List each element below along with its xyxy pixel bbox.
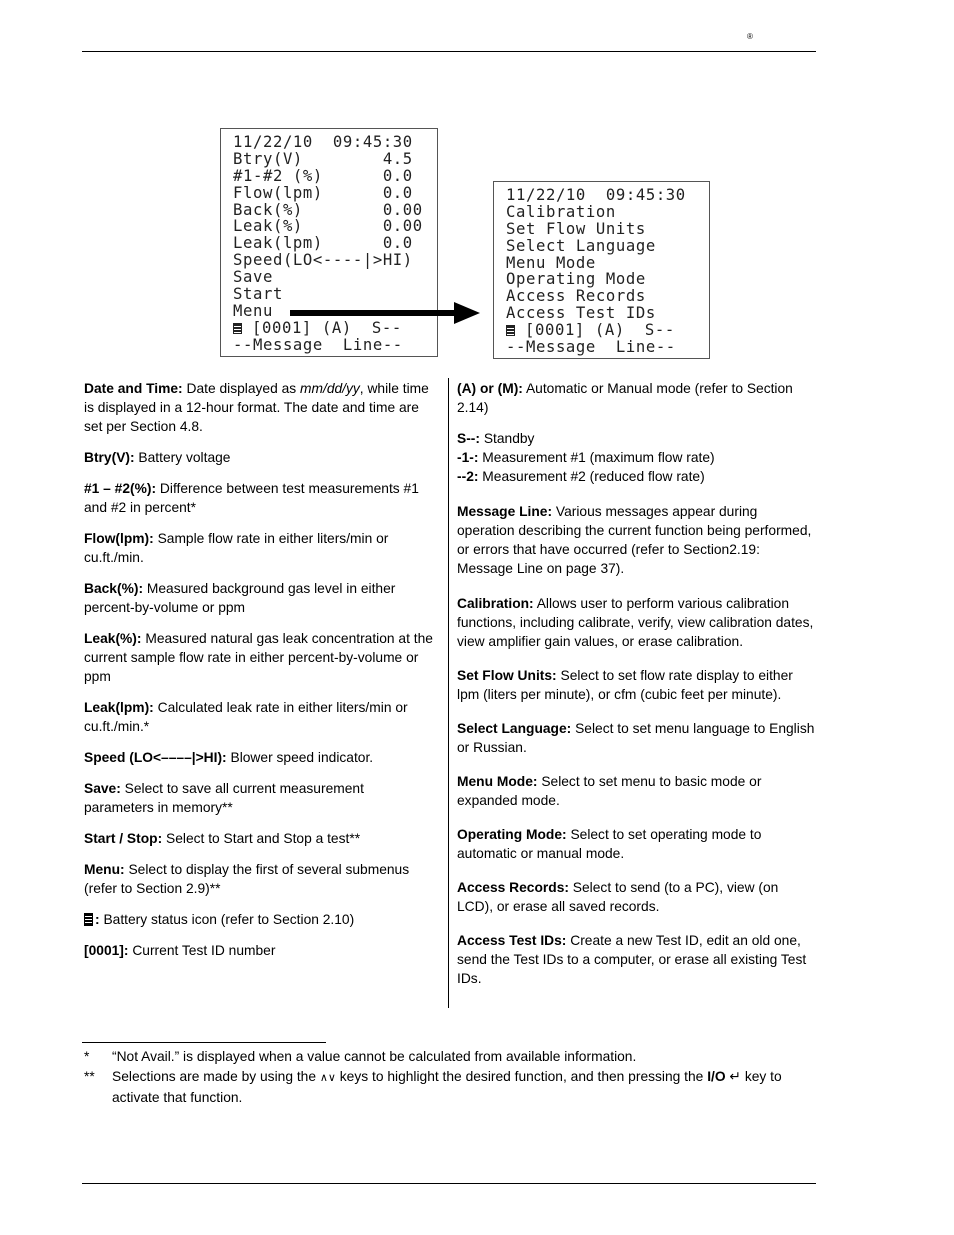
leak-lpm-desc: Leak(lpm): Calculated leak rate in either liters/min or cu.ft./min.* bbox=[84, 700, 408, 734]
message-line-desc: Message Line: Various messages appear during operation describing the current function being performed, or errors that have occurred (refer to Section2.19: Message Line on page 37). bbox=[457, 504, 812, 576]
operating-mode-desc: Operating Mode: Select to set operating mode to automatic or manual mode. bbox=[457, 827, 762, 861]
lcd-line: Calibration bbox=[506, 202, 616, 221]
lcd-line: Leak(lpm) 0.0 bbox=[233, 234, 413, 253]
lcd-line: Leak(%) 0.00 bbox=[233, 217, 423, 236]
enter-key-icon: ↵ bbox=[725, 1069, 741, 1084]
back-desc: Back(%): Measured background gas level in either percent-by-volume or ppm bbox=[84, 581, 396, 615]
footnote-rule bbox=[82, 1042, 326, 1043]
mode-desc: (A) or (M): Automatic or Manual mode (refer to Section 2.14) bbox=[457, 381, 793, 415]
lcd-main-message-line: --Message Line-- bbox=[233, 335, 403, 354]
lcd-line: Start bbox=[233, 285, 283, 304]
lcd-line: Set Flow Units bbox=[506, 219, 646, 238]
lcd-menu-status-line: [0001] (A) S-- bbox=[506, 322, 709, 339]
lcd-line: Access Records bbox=[506, 287, 646, 306]
access-records-desc: Access Records: Select to send (to a PC), view (on LCD), or erase all saved records. bbox=[457, 880, 779, 914]
lcd-line: Access Test IDs bbox=[506, 304, 656, 323]
battery-desc: : Battery status icon (refer to Section 2.10) bbox=[84, 910, 436, 929]
header-rule bbox=[82, 51, 816, 52]
lcd-menu-screen bbox=[493, 181, 710, 359]
lcd-line: Btry(V) 4.5 bbox=[233, 149, 413, 168]
diff-desc: #1 – #2(%): Difference between test measurements #1 and #2 in percent* bbox=[84, 481, 419, 515]
standby-desc: S--: Standby bbox=[457, 431, 535, 446]
column-divider bbox=[448, 378, 449, 1008]
battery-icon bbox=[84, 913, 93, 926]
lcd-line: Menu Mode bbox=[506, 253, 596, 272]
flow-desc: Flow(lpm): Sample flow rate in either liters/min or cu.ft./min. bbox=[84, 531, 389, 565]
lcd-menu-message-line: --Message Line-- bbox=[506, 338, 676, 357]
arrow-keys-icon: ∧∨ bbox=[319, 1072, 336, 1084]
calibration-desc: Calibration: Allows user to perform various calibration functions, including calibrate, verify, view calibration dates, view amplifier gain values, or erase calibration. bbox=[457, 596, 814, 649]
lcd-line: Flow(lpm) 0.0 bbox=[233, 183, 413, 202]
right-column bbox=[457, 379, 817, 1000]
select-language-desc: Select Language: Select to set menu language to English or Russian. bbox=[457, 721, 815, 755]
measurement2-desc: --2: Measurement #2 (reduced flow rate) bbox=[457, 469, 705, 484]
leak-percent-desc: Leak(%): Measured natural gas leak concentration at the current sample flow rate in either percent-by-volume or ppm bbox=[84, 631, 433, 684]
start-stop-desc: Start / Stop: Select to Start and Stop a test** bbox=[84, 831, 361, 846]
left-column bbox=[84, 379, 436, 972]
test-id-desc: [0001]: Current Test ID number bbox=[84, 943, 276, 958]
battery-icon bbox=[506, 325, 515, 336]
lcd-main-status-line: [0001] (A) S-- bbox=[233, 320, 437, 337]
lcd-line: #1-#2 (%) 0.0 bbox=[233, 166, 413, 185]
btry-desc: Btry(V): Battery voltage bbox=[84, 450, 231, 465]
lcd-line: 11/22/10 09:45:30 bbox=[506, 186, 686, 204]
save-desc: Save: Select to save all current measurement parameters in memory** bbox=[84, 781, 364, 815]
registered-mark: ® bbox=[747, 32, 753, 41]
lcd-line: Menu bbox=[233, 301, 273, 320]
arrow-right-icon bbox=[290, 300, 482, 326]
lcd-line: Back(%) 0.00 bbox=[233, 200, 423, 219]
date-time-desc: Date and Time: Date displayed as mm/dd/yy, while time is displayed in a 12-hour format. The date and time are set per Section 4.8. bbox=[84, 381, 429, 434]
menu-desc: Menu: Select to display the first of several submenus (refer to Section 2.9)** bbox=[84, 862, 410, 896]
measurement1-desc: -1-: Measurement #1 (maximum flow rate) bbox=[457, 450, 715, 465]
speed-desc: Speed (LO<––––|>HI): Blower speed indicator. bbox=[84, 750, 374, 765]
lcd-line: Speed(LO<----|>HI) bbox=[233, 251, 413, 270]
footer-rule bbox=[82, 1183, 816, 1184]
lcd-line: 11/22/10 09:45:30 bbox=[233, 133, 413, 151]
access-test-ids-desc: Access Test IDs: Create a new Test ID, edit an old one, send the Test IDs to a computer, or erase all existing Test IDs. bbox=[457, 933, 807, 986]
lcd-line: Operating Mode bbox=[506, 270, 646, 289]
lcd-line: Select Language bbox=[506, 236, 656, 255]
menu-mode-desc: Menu Mode: Select to set menu to basic mode or expanded mode. bbox=[457, 774, 762, 808]
set-flow-units-desc: Set Flow Units: Select to set flow rate display to either lpm (liters per minute), or cfm (cubic feet per minute). bbox=[457, 668, 793, 702]
lcd-line: Save bbox=[233, 268, 273, 287]
battery-icon bbox=[233, 323, 242, 334]
